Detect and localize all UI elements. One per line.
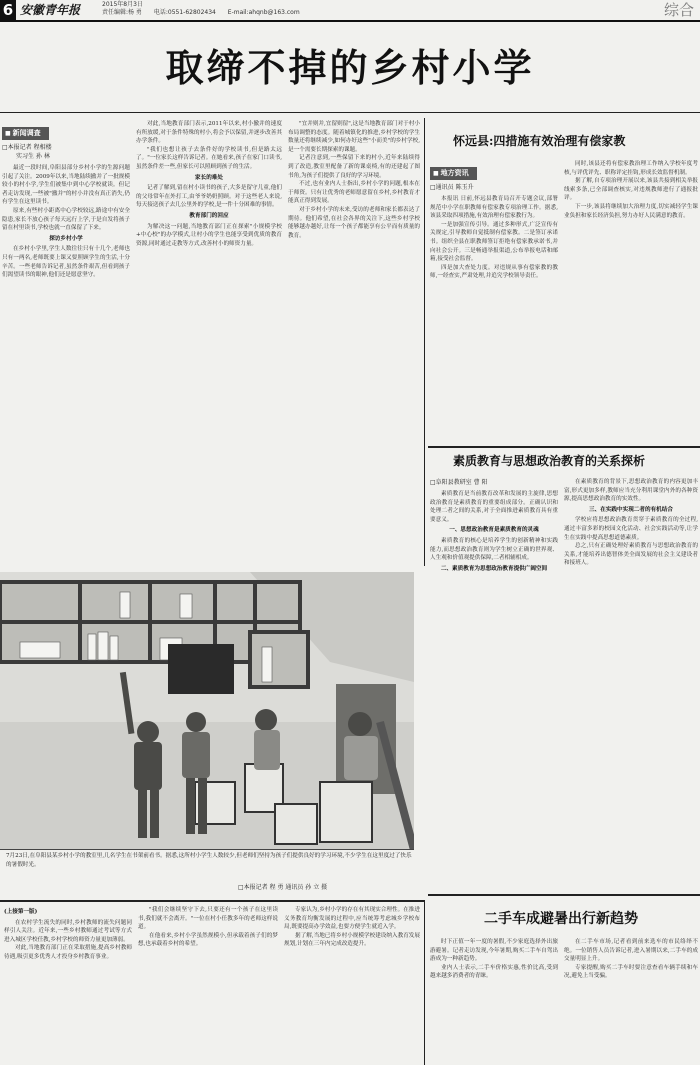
paragraph: 学校应将思想政治教育贯穿于素质教育的全过程,通过丰富多彩的校园文化活动、社会实践活动等,让学生在实践中提高思想道德素质。 (564, 517, 698, 541)
paragraph: 对于乡村小学的未来,受访的老师和家长都表达了期待。他们希望,在社会各界的关注下,这些乡村学校能够越办越好,让每一个孩子都能享有公平而有质量的教育。 (288, 206, 420, 239)
paragraph: 在乡村小学里,学生人数往往只有十几个,老师也只有一两名,老师既要上课又要照顾学生的生活,十分辛苦。一些老师告诉记者,虽然条件艰苦,但看到孩子们渴望读书的眼神,他们还是愿意坚守。 (2, 246, 130, 279)
paragraph: "宜并则并,宜留则留",这是当地教育部门对于村小布局调整的态度。随着城镇化的推进,乡村学校的学生数量还将继续减少,如何办好这些"小而美"的乡村学校,是一个需要长期探索的课题。 (288, 121, 420, 153)
left-story-byline (2, 143, 130, 161)
email-line: E-mail:ahqnb@163.com (227, 9, 300, 16)
byline-reporter: □本报记者 程相楼 (2, 144, 52, 151)
column-divider (424, 118, 425, 566)
paragraph: 时下正值一年一度的暑假,不少家庭选择外出旅游避暑。记者走访发现,今年暑期,购买二手车自驾出游成为一种新趋势。 (430, 939, 558, 963)
subheading: 家长的难处 (195, 174, 223, 181)
left-story-col-1 (2, 120, 130, 566)
bottom-section-rule (0, 900, 424, 902)
paragraph: 最近一段时间,阜阳县部分乡村小学的生源问题引起了关注。2009年以来,当地陆续撤并了一批规模较小的村小学,学生们被集中到中心学校就读。但记者走访发现,一些被"撤并"的村小并没有真正消失,仍有学生在这里读书。 (2, 165, 130, 206)
page-headline: 取缔不掉的乡村小学 (165, 46, 535, 90)
paragraph: 为解决这一问题,当地教育部门正在探索"小规模学校+中心校"的办学模式,让村小的学生也能享受到优质的教育资源,同时通过走教等方式,改善村小的师资力量。 (136, 223, 282, 247)
subheading: 一、思想政治教育是素质教育的灵魂 (449, 527, 539, 534)
masthead (0, 0, 700, 22)
paragraph: 对此,当地教育部门正在采取措施,提高乡村教师待遇,吸引更多优秀人才投身乡村教育事业。 (4, 945, 132, 960)
byline-intern: 实习生 孙 林 (16, 153, 50, 160)
right-story-byline: □通讯员 陈玉升 (430, 184, 474, 191)
paragraph: 记者注意到,一些保留下来的村小,近年来陆续得到了改造,教室里配备了新的课桌椅,有的还建起了图书角,为孩子们提供了良好的学习环境。 (288, 155, 420, 179)
continued-note: (上接第一版) (4, 909, 38, 915)
bottom-left-col-2 (138, 906, 278, 1062)
board (168, 644, 234, 694)
page-number: 6 (0, 0, 16, 20)
photo-credit: □本报记者 程 勇 通讯员 孙 立 摄 (238, 884, 328, 891)
right-story-col-2 (564, 160, 698, 442)
mid-right-byline: □阜阳县教研室 曹 阳 (430, 479, 488, 486)
paper-name: 安徽青年报 (20, 3, 81, 17)
bottom-right-col-1 (430, 938, 558, 1062)
paragraph: 在二手车市场,记者看到前来选车的市民络绎不绝。一位销售人员告诉记者,进入暑期以来,二手车的成交量明显上升。 (564, 939, 698, 963)
paragraph: 在农村学生流失的同时,乡村教师的流失问题同样引人关注。近年来,一些乡村教师通过考试等方式进入城区学校任教,乡村学校的师资力量更加薄弱。 (4, 919, 132, 943)
section-name: 综合 (663, 1, 694, 19)
right-story-headline: 怀远县:四措施有效治理有偿家教 (453, 134, 626, 148)
paragraph: 下一步,该县将继续加大治理力度,切实减轻学生课业负担和家长经济负担,努力办好人民满意的教育。 (564, 203, 698, 219)
bottom-right-col-2 (564, 938, 698, 1062)
paragraph: 专家提醒,购买二手车时要注意查看车辆手续和车况,避免上当受骗。 (564, 964, 698, 980)
paragraph: 总之,只有正确处理好素质教育与思想政治教育的关系,才能培养出德智体美全面发展的社会主义建设者和接班人。 (564, 543, 698, 567)
masthead-meta (102, 1, 462, 17)
paragraph: 素质教育的核心是培养学生的创新精神和实践能力,而思想政治教育则为学生树立正确的世界观、人生观和价值观提供保障,二者相辅相成。 (430, 537, 558, 562)
left-story-col-3 (288, 120, 420, 566)
paragraph: "我们会继续坚守下去,只要还有一个孩子在这里读书,我们就不会离开。"一位在村小任教多年的老师这样说道。 (138, 907, 278, 931)
headline-rule (0, 112, 700, 113)
paragraph: 四是加大查处力度。对违规从事有偿家教的教师,一经查实,严肃处理,并追究学校领导责任。 (430, 264, 558, 280)
mid-right-headline: 素质教育与思想政治教育的关系探析 (453, 454, 646, 468)
subheading: 二、素质教育为思想政治教育提供广阔空间 (440, 565, 548, 572)
right-story-col-1 (430, 160, 558, 442)
paragraph: 素质教育是当前教育改革和发展的主旋律,思想政治教育是素质教育的重要组成部分。正确认识和处理二者之间的关系,对于全面推进素质教育具有重要意义。 (430, 491, 558, 523)
subheading: 探访乡村小学 (49, 235, 83, 242)
paragraph: 业内人士表示,二手车价格实惠,性价比高,受到越来越多消费者的青睐。 (430, 964, 558, 980)
paragraph: 本报讯 日前,怀远县教育局召开专题会议,部署规范中小学在职教师有偿家教专项治理工作。据悉,该县采取四项措施,有效治理有偿家教行为。 (430, 196, 558, 220)
paragraph: 专家认为,乡村小学的存在有其现实合理性。在推进义务教育均衡发展的过程中,应当统筹考虑城乡学校布局,既要提高办学效益,也要方便学生就近入学。 (284, 907, 420, 931)
date-line: 2015年8月3日 (102, 1, 143, 8)
local-news-tag: ■ 地方资讯 (430, 167, 477, 180)
paragraph: 记者了解到,留在村小读书的孩子,大多是留守儿童,他们的父母常年在外打工,由爷爷奶奶照顾。对于这些老人来说,每天接送孩子去几公里外的学校,是一件十分困难的事情。 (136, 185, 282, 209)
subheading: 教育部门的回应 (189, 212, 229, 219)
paragraph: 在他看来,乡村小学虽然规模小,但承载着孩子们的梦想,也承载着乡村的希望。 (138, 932, 278, 948)
phone-line: 电话:0551-62802434 (153, 9, 216, 16)
bottom-right-rule (428, 894, 700, 896)
paragraph: 一是加强宣传引导。通过多种形式,广泛宣传有关规定,引导教师自觉抵制有偿家教。二是签订承诺书。组织全县在职教师签订拒绝有偿家教承诺书,并向社会公开。三是畅通举报渠道,公布举报电话和邮箱,接受社会监督。 (430, 221, 558, 263)
classroom-photo-illustration (0, 572, 414, 850)
bottom-right-headline: 二手车成避暑出行新趋势 (484, 911, 638, 927)
paragraph: 据了解,自专项治理开展以来,该县共接到相关举报线索多条,已全部调查核实,对违规教师进行了通报批评。 (564, 178, 698, 202)
mid-right-col-1 (430, 478, 558, 890)
bottom-left-col-3 (284, 906, 420, 1062)
paragraph: 对此,当地教育部门表示,2011年以来,村小撤并的速度有所放缓,对于条件特殊的村小,将会予以保留,并逐步改善其办学条件。 (136, 121, 282, 145)
mid-right-col-2 (564, 478, 698, 890)
paragraph: "我们也想让孩子去条件好的学校读书,但是路太远了。"一位家长这样告诉记者。在她看来,孩子在家门口读书,虽然条件差一些,但家长可以照顾到孩子的生活。 (136, 146, 282, 170)
paragraph: 据了解,当地已将乡村小规模学校建设纳入教育发展规划,计划在三年内完成改造提升。 (284, 932, 420, 948)
paragraph: 原来,有些村小距离中心学校较远,路途中有安全隐患,家长不放心孩子每天远行上学,于是自发将孩子留在村里读书,学校也就一直保留了下来。 (2, 207, 130, 232)
bottom-column-divider (424, 900, 425, 1065)
news-tag: ■ 新闻调查 (2, 127, 49, 140)
paragraph: 不过,也有业内人士指出,乡村小学的问题,根本在于师资。只有让优秀的老师愿意留在乡村,乡村教育才能真正得到发展。 (288, 181, 420, 205)
bottom-left-col-1 (4, 906, 132, 1062)
paragraph: 在素质教育的背景下,思想政治教育的内容更加丰富,形式更加多样,教师应当充分利用课堂内外的各种资源,提高思想政治教育的实效性。 (564, 479, 698, 503)
subheading: 三、在实践中实现二者的有机结合 (589, 506, 673, 513)
photo-caption: 7月23日,在阜阳县某乡村小学的教室里,几名学生在书架前看书。据悉,这所村小学生人数较少,但老师们坚持为孩子们提供良好的学习环境,不少学生在这里度过了快乐的暑假时光。 (6, 853, 412, 868)
section-rule (428, 446, 700, 448)
left-story-col-2 (136, 120, 282, 566)
news-photo (0, 572, 414, 850)
editor-line: 责任编辑:杨 勇 (102, 9, 142, 16)
paragraph: 同时,该县还将有偿家教治理工作纳入学校年度考核,与评优评先、职称评定挂钩,形成长效监督机制。 (564, 161, 698, 176)
